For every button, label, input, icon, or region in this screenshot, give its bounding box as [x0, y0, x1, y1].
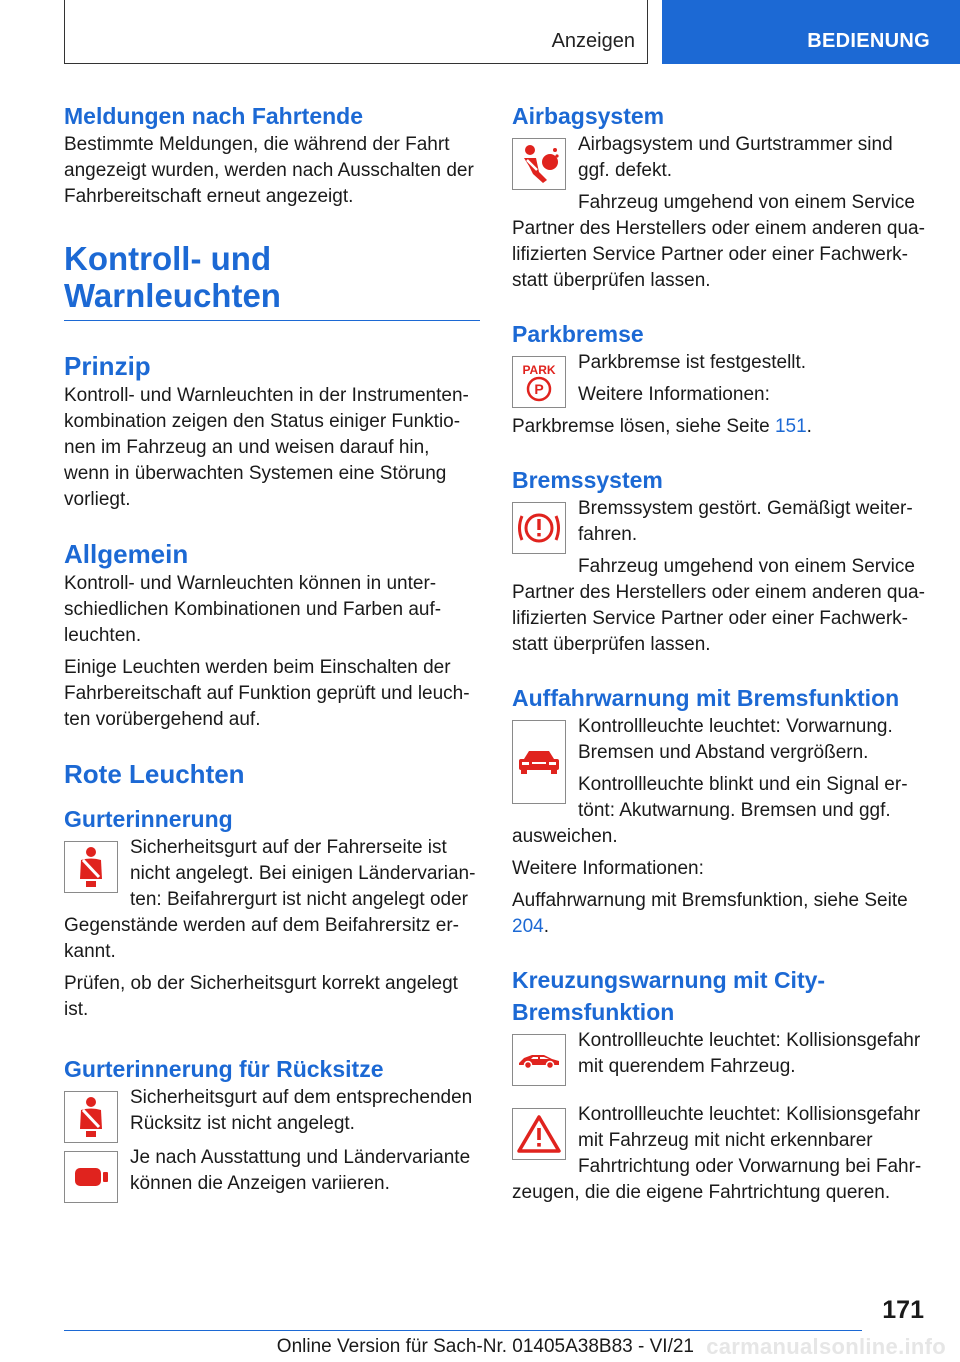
text-gurt-ruecksitze-1: Sicherheitsgurt auf dem entsprechenden Rücksitz ist nicht angelegt. — [130, 1087, 473, 1134]
chapter-title-line1: Kontroll- und — [64, 240, 272, 277]
chapter-heading — [64, 240, 480, 321]
section-prinzip — [64, 349, 480, 513]
park-brake-icon-label: PARK — [522, 363, 556, 377]
rear-seat-icon — [64, 1151, 118, 1203]
text-auffahr-3: Weitere Informationen: — [512, 858, 704, 879]
footer-divider — [64, 1330, 862, 1331]
chapter-title — [64, 240, 480, 321]
park-brake-icon — [512, 356, 566, 408]
text-gurterinnerung-1: Sicherheitsgurt auf der Fahrerseite ist nicht angelegt. Bei einigen Ländervarianten: Beifahrergurt ist nicht angelegt oder Gegenstände werden auf dem Beifahrersitz erkannt. — [64, 837, 476, 962]
header-chapter-label: BEDIENUNG — [807, 30, 930, 52]
heading-meldungen: Meldungen nach Fahrtende — [64, 103, 364, 129]
kreuzung-title-line1: Kreuzungswarnung mit City- — [512, 967, 826, 993]
chapter-title-line2: Warnleuchten — [64, 277, 281, 314]
heading-bremssystem: Bremssystem — [512, 467, 663, 493]
section-gurterinnerung — [64, 803, 480, 1023]
auffahr-ref-text: Auffahrwarnung mit Bremsfunktion, siehe Seite — [512, 890, 908, 911]
section-auffahrwarnung — [512, 682, 926, 940]
kreuzung-block-2 — [512, 1102, 926, 1206]
gurt-ruecksitze-block-1 — [64, 1085, 480, 1145]
text-parkbremse-3: Parkbremse lösen, siehe Seite 151. — [512, 416, 812, 437]
text-gurterinnerung-2: Prüfen, ob der Sicherheitsgurt korrekt angelegt ist. — [64, 973, 458, 1020]
page-number: 171 — [882, 1296, 924, 1324]
heading-gurt-ruecksitze: Gurterinnerung für Rücksitze — [64, 1056, 384, 1082]
text-airbag-2: Fahrzeug umgehend von einem Service Partner des Herstellers oder einem anderen qualifizierten Service Partner oder einer Fachwerkstatt überprüfen lassen. — [512, 192, 925, 291]
section-kreuzungswarnung — [512, 964, 926, 1206]
left-column — [64, 100, 480, 1229]
bremssystem-block — [512, 496, 926, 658]
text-prinzip: Kontroll- und Warnleuchten in der Instrumentenkombination zeigen den Status einiger Funktionen im Fahrzeug an und weisen darauf hin, wenn in überwachten Systemen eine Störung vorliegt. — [64, 385, 469, 510]
header-section-tab — [64, 0, 648, 64]
airbag-block — [512, 132, 926, 294]
header-section-label: Anzeigen — [551, 30, 635, 52]
text-auffahr-4: Auffahrwarnung mit Bremsfunktion, siehe Seite 204. — [512, 890, 908, 937]
auffahrwarnung-block — [512, 714, 926, 940]
text-meldungen: Bestimmte Meldungen, die während der Fahrt angezeigt wurden, werden nach Ausschalten der Fahrbereitschaft erneut angezeigt. — [64, 134, 474, 207]
section-airbag — [512, 100, 926, 294]
text-kreuzung-1: Kontrollleuchte leuchtet: Kollisionsgefahr mit querendem Fahrzeug. — [578, 1030, 921, 1077]
text-allgemein-2: Einige Leuchten werden beim Einschalten der Fahrbereitschaft auf Funktion geprüft und leuchten vorübergehend auf. — [64, 657, 470, 730]
parkbremse-page-link[interactable]: 151 — [774, 416, 807, 437]
text-bremssystem-1: Bremssystem gestört. Gemäßigt weiterfahren. — [578, 498, 913, 545]
text-auffahr-2: Kontrollleuchte blinkt und ein Signal ertönt: Akutwarnung. Bremsen und ggf. ausweichen. — [512, 774, 908, 847]
parkbremse-ref-text: Parkbremse lösen, siehe Seite — [512, 416, 775, 437]
text-parkbremse-1: Parkbremse ist festgestellt. — [578, 352, 807, 373]
section-meldungen — [64, 100, 480, 210]
kreuzung-title-line2: Bremsfunktion — [512, 999, 675, 1025]
seatbelt-icon — [64, 1091, 118, 1143]
section-rote-leuchten — [64, 757, 480, 791]
kreuzung-block-1 — [512, 1028, 926, 1088]
footer-online-version: Online Version für Sach-Nr. 01405A38B83 - VI/21 — [276, 1336, 694, 1357]
text-kreuzung-2: Kontrollleuchte leuchtet: Kollisionsgefahr mit Fahrzeug mit nicht erkennbarer Fahrtrichtung oder Vorwarnung bei Fahrzeugen, die die eigene Fahrtrichtung queren. — [512, 1104, 922, 1203]
section-allgemein — [64, 537, 480, 733]
gurterinnerung-block — [64, 835, 480, 1023]
section-parkbremse — [512, 318, 926, 440]
right-column — [512, 100, 926, 1230]
brake-warning-icon — [512, 502, 566, 554]
text-auffahr-1: Kontrollleuchte leuchtet: Vorwarnung. Bremsen und Abstand vergrößern. — [578, 716, 893, 763]
text-airbag-1: Airbagsystem und Gurtstrammer sind ggf. defekt. — [578, 134, 893, 181]
text-allgemein-1: Kontroll- und Warnleuchten können in unterschiedlichen Kombinationen und Farben aufleuchten. — [64, 573, 442, 646]
warning-triangle-icon — [512, 1108, 566, 1160]
car-side-icon — [512, 1034, 566, 1086]
car-front-icon — [512, 720, 566, 804]
section-gurt-ruecksitze — [64, 1053, 480, 1205]
heading-parkbremse: Parkbremse — [512, 321, 644, 347]
gurt-ruecksitze-block-2 — [64, 1145, 480, 1205]
heading-allgemein: Allgemein — [64, 539, 189, 569]
section-bremssystem — [512, 464, 926, 658]
heading-rote-leuchten: Rote Leuchten — [64, 759, 245, 789]
text-gurt-ruecksitze-2: Je nach Ausstattung und Ländervariante können die Anzeigen variieren. — [130, 1147, 471, 1194]
parkbremse-block — [512, 350, 926, 440]
heading-kreuzungswarnung — [512, 964, 926, 1028]
park-brake-icon-letter: P — [534, 381, 544, 397]
heading-prinzip: Prinzip — [64, 351, 151, 381]
heading-gurterinnerung: Gurterinnerung — [64, 806, 233, 832]
heading-airbag: Airbagsystem — [512, 103, 665, 129]
watermark: carmanualsonline.info — [706, 1334, 946, 1359]
auffahr-page-link[interactable]: 204 — [512, 916, 544, 937]
airbag-icon — [512, 138, 566, 190]
text-bremssystem-2: Fahrzeug umgehend von einem Service Partner des Herstellers oder einem anderen qualifizierten Service Partner oder einer Fachwerkstatt überprüfen lassen. — [512, 556, 925, 655]
text-parkbremse-2: Weitere Informationen: — [578, 384, 770, 405]
seatbelt-icon — [64, 841, 118, 893]
heading-auffahrwarnung: Auffahrwarnung mit Bremsfunktion — [512, 685, 900, 711]
header-chapter-tab — [662, 0, 960, 64]
